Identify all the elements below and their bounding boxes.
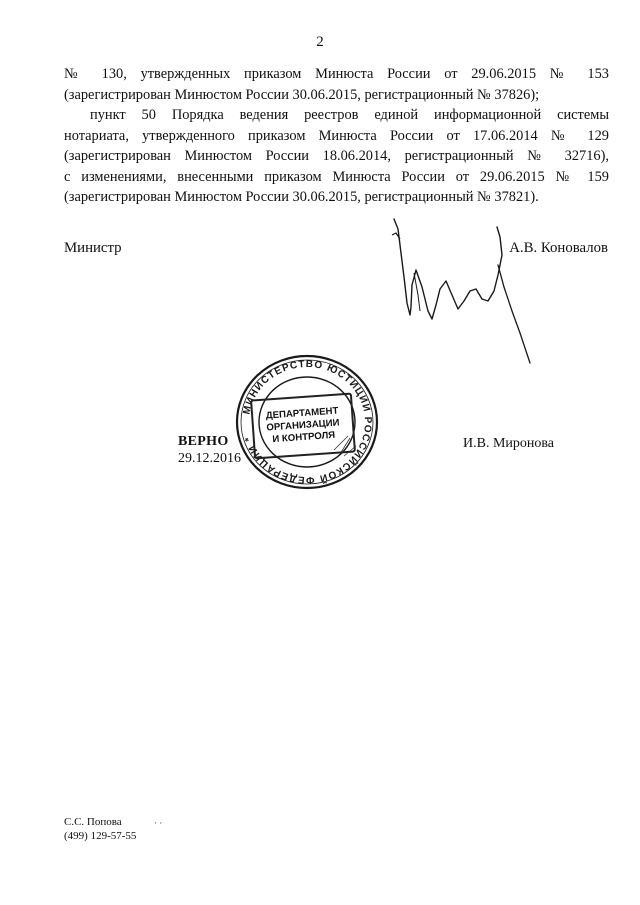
certification-date: 29.12.2016 — [178, 451, 241, 466]
scan-marks: · · — [154, 818, 163, 828]
paragraph-2-line-3: (зарегистрирован Минюстом России 18.06.2014, регистрационный № 32716), — [64, 148, 609, 164]
paragraph-2-line-1: пункт 50 Порядка ведения реестров единой информационной системы — [90, 107, 609, 123]
certification-block — [178, 433, 241, 467]
stamp-department-box — [250, 393, 356, 460]
executor-name: С.С. Попова — [64, 816, 122, 828]
certification-label: ВЕРНО — [178, 434, 229, 449]
page-number: 2 — [316, 34, 324, 50]
paragraph-2-line-4: с изменениями, внесенными приказом Минюста России от 29.06.2015 № 159 — [64, 168, 609, 185]
certifier-name: И.В. Миронова — [463, 436, 555, 451]
stamp-line-1: ДЕПАРТАМЕНТ — [265, 405, 339, 422]
paragraph-1-line-2: (зарегистрирован Минюстом России 30.06.2015, регистрационный № 37826); — [64, 86, 540, 103]
stamp-ring-text: МИНИСТЕРСТВО ЮСТИЦИИ РОССИЙСКОЙ ФЕДЕРАЦИИ * — [241, 358, 374, 486]
executor-phone: (499) 129-57-55 — [64, 830, 137, 842]
paragraph-1-line-1: № 130, утвержденных приказом Минюста России от 29.06.2015 № 153 — [64, 66, 609, 82]
signatory-name: А.В. Коновалов — [509, 240, 608, 256]
executor-info — [64, 815, 136, 843]
document-body — [64, 64, 609, 208]
stamp-line-2: ОРГАНИЗАЦИИ — [266, 417, 340, 434]
paragraph-2-line-2: нотариата, утвержденного приказом Минюста России от 17.06.2014 № 129 — [64, 127, 609, 144]
stamp-line-3: И КОНТРОЛЯ — [272, 429, 336, 446]
handwritten-signature — [380, 215, 550, 375]
signatory-title: Министр — [64, 240, 122, 256]
paragraph-2-line-5: (зарегистрирован Минюстом России 30.06.2015, регистрационный № 37821). — [64, 189, 539, 205]
